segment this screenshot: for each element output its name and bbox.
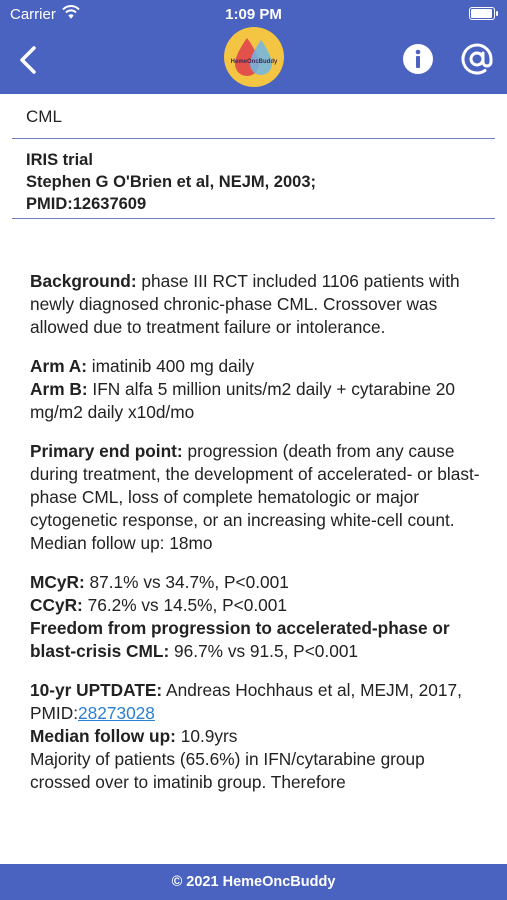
freedom-text: 96.7% vs 91.5, P<0.001 <box>169 641 359 661</box>
carrier-label: Carrier <box>10 6 56 23</box>
app-logo <box>223 26 285 88</box>
endpoint-label: Primary end point: <box>30 441 183 461</box>
battery-icon <box>469 7 495 20</box>
logo-text: HemeOncBuddy <box>230 59 278 65</box>
trial-citation: Stephen G O'Brien et al, NEJM, 2003; <box>26 173 317 191</box>
pmid-link[interactable]: 28273028 <box>78 703 155 723</box>
topic-label: CML <box>12 95 495 139</box>
trial-summary <box>30 270 480 863</box>
median-text: 10.9yrs <box>175 726 238 746</box>
endpoint-paragraph <box>30 440 480 555</box>
majority-text: Majority of patients (65.6%) in IFN/cytarabine group crossed over to imatinib group. Therefore <box>30 749 425 792</box>
update-text: Andreas Hochhaus et al, MEJM, 2017, PMID: <box>30 680 462 723</box>
arms-paragraph <box>30 355 480 424</box>
results-paragraph <box>30 571 480 663</box>
status-bar <box>0 0 507 28</box>
freedom-label: Freedom from progression to accelerated-phase or blast-crisis CML: <box>30 618 450 661</box>
arm-a-text: imatinib 400 mg daily <box>86 356 255 376</box>
info-icon[interactable] <box>402 43 434 75</box>
back-chevron-icon[interactable] <box>14 43 44 77</box>
trial-pmid: PMID:12637609 <box>26 195 147 213</box>
endpoint-text: progression (death from any cause during treatment, the development of accelerated- or blast-phase CML, loss of complete hematologic or major cytogenetic response, or an increasing white-cell count. Median follow up: 18mo <box>30 441 480 553</box>
update-label: 10-yr UPTDATE: <box>30 680 163 700</box>
arm-b-text: IFN alfa 5 million units/m2 daily + cytarabine 20 mg/m2 daily x10d/mo <box>30 379 456 422</box>
mcyr-label: MCyR: <box>30 572 85 592</box>
background-text: phase III RCT included 1106 patients with newly diagnosed chronic-phase CML. Crossover was allowed due to treatment failure or intolerance. <box>30 271 460 337</box>
ccyr-label: CCyR: <box>30 595 83 615</box>
background-paragraph <box>30 270 480 339</box>
mcyr-text: 87.1% vs 34.7%, P<0.001 <box>84 572 289 592</box>
ccyr-text: 76.2% vs 14.5%, P<0.001 <box>82 595 287 615</box>
trial-name: IRIS trial <box>26 151 93 169</box>
median-label: Median follow up: <box>30 726 176 746</box>
arm-a-label: Arm A: <box>30 356 87 376</box>
copyright-footer: © 2021 HemeOncBuddy <box>0 864 507 900</box>
trial-header <box>12 141 495 219</box>
contact-at-icon[interactable] <box>460 42 494 76</box>
arm-b-label: Arm B: <box>30 379 88 399</box>
update-paragraph <box>30 679 480 794</box>
background-label: Background: <box>30 271 137 291</box>
status-time: 1:09 PM <box>225 6 282 23</box>
app-header <box>0 0 507 94</box>
